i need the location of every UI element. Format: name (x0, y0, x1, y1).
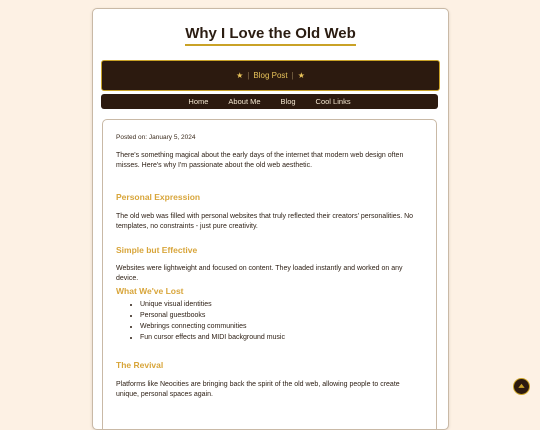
section-heading: The Revival (116, 360, 164, 370)
post-date: Posted on: January 5, 2024 (116, 134, 196, 141)
page-card (92, 8, 449, 430)
section-body: Websites were lightweight and focused on content. They loaded instantly and worked on any device. (116, 265, 403, 282)
list-item: • Personal guestbooks (140, 310, 285, 321)
section-heading: Simple but Effective (116, 245, 198, 255)
section-heading: What We've Lost (116, 286, 184, 296)
post-banner (101, 60, 440, 91)
list-item: • Unique visual identities (140, 299, 285, 310)
main-nav (101, 94, 438, 109)
section-heading: Personal Expression (116, 192, 201, 202)
lost-list (116, 299, 285, 343)
nav-about-me[interactable]: About Me (228, 97, 261, 106)
star-icon: ★ (236, 71, 244, 80)
post-intro: There's something magical about the early days of the internet that modern web design often misses. Here's why I'm passionate about the old web aesthetic. (116, 152, 404, 169)
nav-home[interactable]: Home (188, 97, 209, 106)
banner-label: Blog Post (253, 71, 288, 80)
section-body: The old web was filled with personal websites that truly reflected their creators' personalities. No templates, no constraints - just pure creativity. (116, 213, 414, 230)
star-icon: ★ (297, 71, 305, 80)
list-item: • Webrings connecting communities (140, 321, 285, 332)
arrow-up-icon (517, 382, 526, 391)
list-item: • Fun cursor effects and MIDI background music (140, 332, 285, 343)
banner-divider: | (291, 71, 294, 80)
post-content (102, 119, 437, 430)
back-to-top-button[interactable] (513, 378, 530, 395)
nav-blog[interactable]: Blog (280, 97, 296, 106)
page-title: Why I Love the Old Web (93, 25, 448, 46)
banner-divider: | (247, 71, 250, 80)
nav-cool-links[interactable]: Cool Links (315, 97, 351, 106)
section-body: Platforms like Neocities are bringing back the spirit of the old web, allowing people to create unique, personal spaces again. (116, 381, 400, 398)
